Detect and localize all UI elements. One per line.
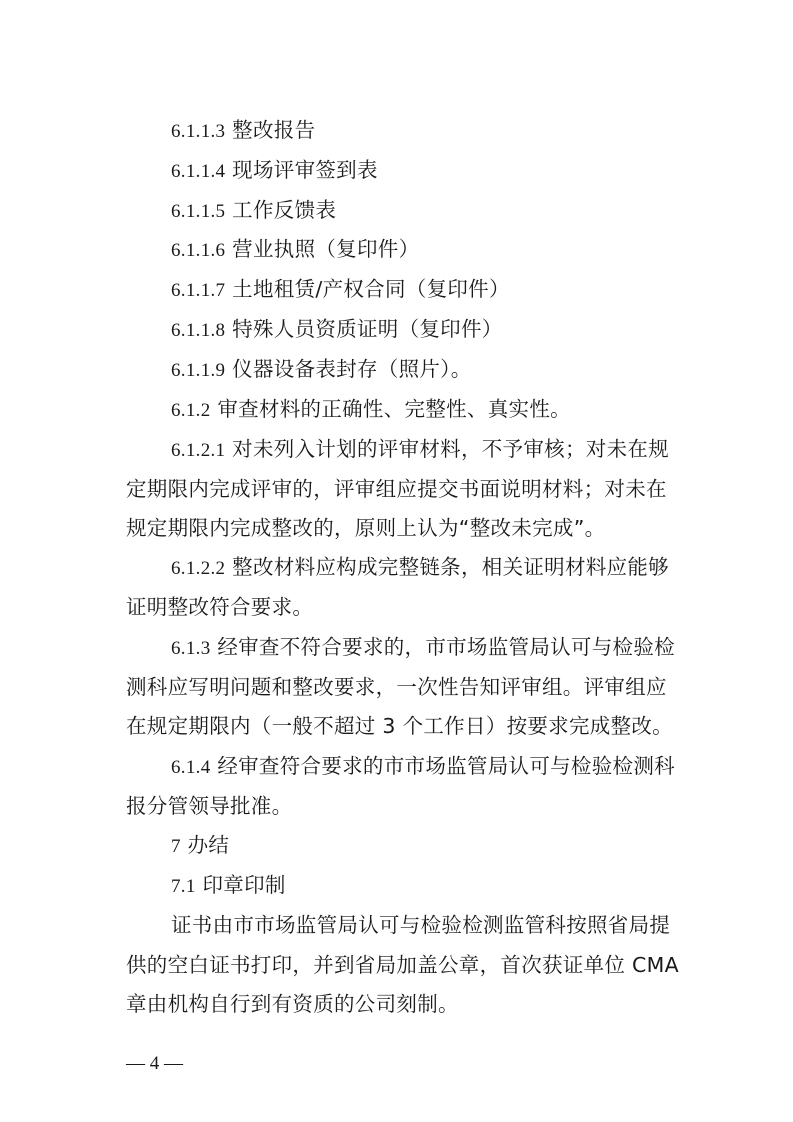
paragraph-line [171,753,675,781]
line-text: 对未列入计划的评审材料，不予审核；对未在规 [225,437,669,461]
line-text: 章由机构自行到有资质的公司刻制。 [126,992,459,1016]
line-text: 营业执照（复印件） [225,237,420,261]
section-heading [171,872,286,900]
section-number: 7 [171,836,181,857]
section-number: 6.1.2.1 [171,440,226,461]
line-text: 报分管领导批准。 [126,794,293,818]
section-number: 6.1.1.6 [171,240,226,261]
paragraph-line [126,594,313,622]
line-text: 证明整改符合要求。 [126,595,314,619]
line-text: 土地租赁/产权合同（复印件） [225,277,510,301]
paragraph-line [171,912,670,940]
section-number: 6.1.1.5 [171,201,226,222]
line-text: 规定期限内完成整改的，原则上认为“整改未完成”。 [126,516,606,540]
paragraph-line [126,952,679,980]
line-text: 仪器设备表封存（照片）。 [225,357,472,381]
section-number: 6.1.2.2 [171,558,226,579]
section-number: 6.1.1.7 [171,280,226,301]
line-text: 在规定期限内（一般不超过 3 个工作日）按要求完成整改。 [126,714,673,738]
line-text: 供的空白证书打印，并到省局加盖公章，首次获证单位 CMA [126,953,679,977]
line-text: 经审查符合要求的市市场监管局认可与检验检测科 [210,754,675,778]
paragraph-line [171,396,571,424]
line-text: 工作反馈表 [225,198,337,222]
line-text: 测科应写明问题和整改要求，一次性告知评审组。评审组应 [126,675,667,699]
paragraph-line [171,117,315,145]
paragraph-line [171,197,336,225]
section-number: 6.1.1.9 [171,360,226,381]
paragraph-line [171,316,503,344]
paragraph-line [126,476,667,504]
section-number: 6.1.3 [171,638,211,659]
line-text: 特殊人员资质证明（复印件） [225,317,503,341]
paragraph-line [171,276,510,304]
section-heading [171,832,229,860]
line-text: 现场评审签到表 [225,158,378,182]
section-number: 6.1.1.4 [171,161,226,182]
line-text: 整改材料应构成完整链条，相关证明材料应能够 [225,555,669,579]
line-text: 整改报告 [225,118,316,142]
paragraph-line [126,515,605,543]
line-text: 办结 [180,833,230,857]
section-number: 6.1.4 [171,757,211,778]
paragraph-line [171,356,472,384]
paragraph-line [171,436,669,464]
paragraph-line [126,793,292,821]
line-text: 定期限内完成评审的，评审组应提交书面说明材料；对未在 [126,477,667,501]
section-number: 7.1 [171,876,196,897]
paragraph-line [171,554,669,582]
line-text: 证书由市市场监管局认可与检验检测监管科按照省局提 [171,913,671,937]
line-text: 印章印制 [195,873,286,897]
paragraph-line [126,674,667,702]
section-number: 6.1.1.8 [171,320,226,341]
section-number: 6.1.1.3 [171,121,226,142]
page-number: — 4 — [126,1053,183,1074]
paragraph-line [171,236,419,264]
paragraph-line [126,991,459,1019]
paragraph-line [126,713,673,741]
section-number: 6.1.2 [171,400,211,421]
line-text: 经审查不符合要求的，市市场监管局认可与检验检 [210,635,675,659]
paragraph-line [171,157,378,185]
paragraph-line [171,634,675,662]
line-text: 审查材料的正确性、完整性、真实性。 [210,397,571,421]
